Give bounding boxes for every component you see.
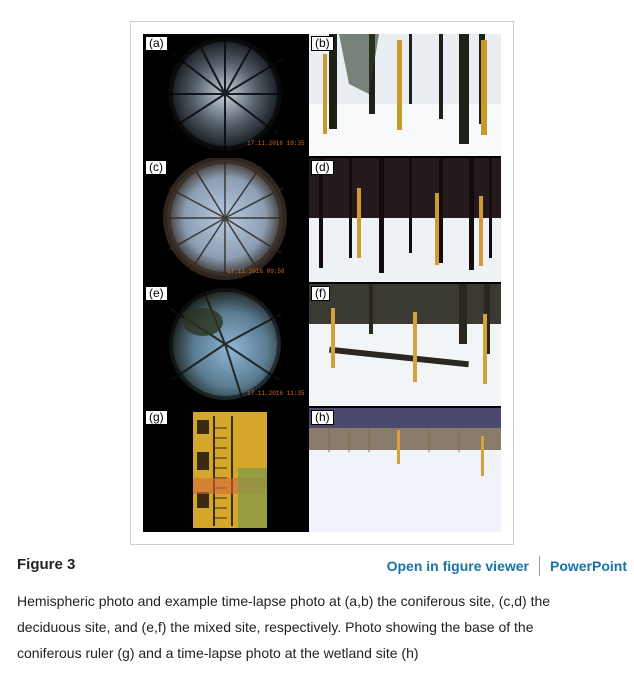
- figure-actions: [387, 556, 627, 576]
- ruler-photo-g: [143, 408, 309, 532]
- timelapse-photo-b: [309, 34, 501, 156]
- timestamp-c: 17.11.2016 09:58: [227, 268, 285, 275]
- figure-title: Figure 3: [17, 556, 76, 573]
- panel-g-ruler-base: [143, 408, 309, 532]
- panel-e-hemispheric-mixed: [143, 284, 309, 406]
- timelapse-photo-f: [309, 284, 501, 406]
- timelapse-photo-d: [309, 158, 501, 282]
- divider: [539, 556, 540, 576]
- panel-a-hemispheric-coniferous: [143, 34, 309, 156]
- panel-label-c: (c): [145, 160, 167, 175]
- panel-label-g: (g): [145, 410, 168, 425]
- powerpoint-link[interactable]: PowerPoint: [549, 558, 627, 574]
- panel-label-a: (a): [145, 36, 168, 51]
- panel-f-timelapse-mixed: [309, 284, 501, 406]
- panel-b-timelapse-coniferous: [309, 34, 501, 156]
- timestamp-e: 17.11.2016 11:35: [247, 390, 305, 397]
- hemispheric-photo-a: [143, 34, 309, 156]
- panel-label-e: (e): [145, 286, 168, 301]
- figure-image[interactable]: [143, 34, 501, 532]
- panel-d-timelapse-deciduous: [309, 158, 501, 282]
- panel-c-hemispheric-deciduous: [143, 158, 309, 282]
- open-figure-viewer-link[interactable]: Open in figure viewer: [386, 558, 529, 574]
- timestamp-a: 17.11.2016 10:35: [247, 140, 305, 147]
- hemispheric-photo-e: [143, 284, 309, 406]
- hemispheric-photo-c: [143, 158, 309, 282]
- timelapse-photo-h: [309, 408, 501, 532]
- panel-label-d: (d): [311, 160, 334, 175]
- panel-h-timelapse-wetland: [309, 408, 501, 532]
- panel-label-h: (h): [311, 410, 334, 425]
- panel-label-b: (b): [311, 36, 334, 51]
- panel-label-f: (f): [311, 286, 330, 301]
- figure-caption: Hemispheric photo and example time-lapse photo at (a,b) the coniferous site, (c,d) the deciduous site, and (e,f) the mixed site, respectively. Photo showing the base of the coniferous ruler (g) and a time-lapse photo at the wetland site (h): [17, 593, 551, 661]
